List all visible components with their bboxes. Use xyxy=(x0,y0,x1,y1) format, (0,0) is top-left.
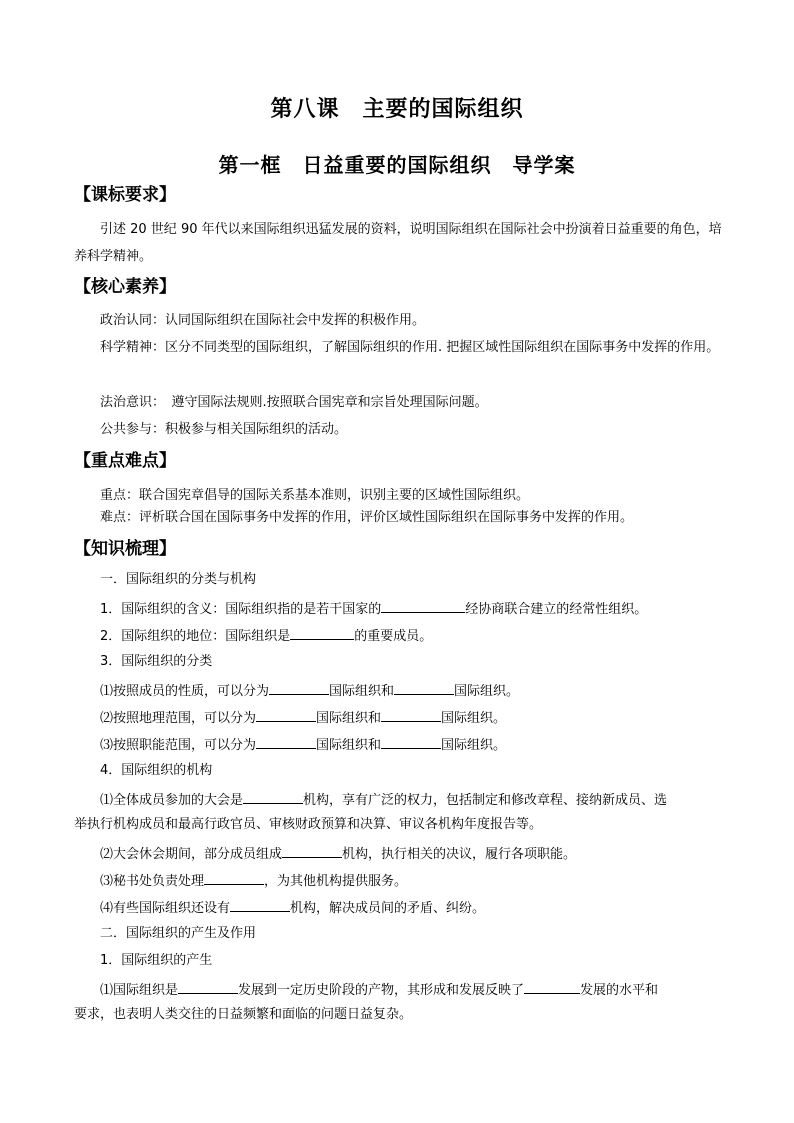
question-5-1-continued: 要求，也表明人类交往的日益频繁和面临的问题日益复杂。 xyxy=(74,1007,413,1022)
curriculum-text: 引述 20 世纪 90 年代以来国际组织迅猛发展的资料，说明国际组织在国际社会中扮演着日益重要的角色，培养科学精神。 xyxy=(74,222,722,264)
core-item-science: 科学精神：区分不同类型的国际组织，了解国际组织的作用. 把握区域性国际组织在国际事务中发挥的作用。 xyxy=(100,340,720,355)
fill-blank[interactable] xyxy=(290,625,354,640)
lesson-subtitle: 第一框 日益重要的国际组织 导学案 xyxy=(218,153,576,177)
question-4-1-text-b: 机构，享有广泛的权力，包括制定和修改章程、接纳新成员、选 xyxy=(303,793,668,808)
question-4-3 xyxy=(100,870,407,892)
fill-blank[interactable] xyxy=(282,843,342,858)
question-2 xyxy=(100,625,432,647)
question-5-1-text-b: 发展到一定历史阶段的产物，其形成和发展反映了 xyxy=(238,983,525,998)
question-3-2-text-b: 国际组织和 xyxy=(316,711,382,726)
question-3-2-text-c: 国际组织。 xyxy=(441,711,507,726)
question-3-3 xyxy=(100,734,506,756)
question-5: 1．国际组织的产生 xyxy=(100,953,213,968)
question-5-1-text-a: ⑴国际组织是 xyxy=(100,983,179,998)
knowledge-heading-1: 一．国际组织的分类与机构 xyxy=(100,572,257,587)
question-3-1-text-c: 国际组织。 xyxy=(454,684,520,699)
fill-blank[interactable] xyxy=(178,979,238,994)
question-1-text-a: 1．国际组织的含义：国际组织指的是若干国家的 xyxy=(100,602,382,617)
question-3-3-text-b: 国际组织和 xyxy=(316,738,382,753)
question-3-1-text-b: 国际组织和 xyxy=(329,684,395,699)
question-1 xyxy=(100,598,647,620)
core-item-law: 法治意识： 遵守国际法规则.按照联合国宪章和宗旨处理国际问题。 xyxy=(100,395,488,410)
question-3-3-text-c: 国际组织。 xyxy=(441,738,507,753)
question-4-1 xyxy=(100,789,667,811)
question-4-3-text-b: ，为其他机构提供服务。 xyxy=(264,874,408,889)
question-4-1-continued: 举执行机构成员和最高行政官员、审核财政预算和决算、审议各机构年度报告等。 xyxy=(74,817,543,832)
fill-blank[interactable] xyxy=(243,789,303,804)
fill-blank[interactable] xyxy=(256,707,316,722)
question-3-2 xyxy=(100,707,506,729)
question-2-text-a: 2．国际组织的地位：国际组织是 xyxy=(100,629,291,644)
question-3-1 xyxy=(100,680,519,702)
fill-blank[interactable] xyxy=(230,897,290,912)
question-4-4 xyxy=(100,897,485,919)
question-4: 4．国际组织的机构 xyxy=(100,763,213,778)
question-3-2-text-a: ⑵按照地理范围，可以分为 xyxy=(100,711,257,726)
question-4-1-text-a: ⑴全体成员参加的大会是 xyxy=(100,793,244,808)
section-heading-key: 【重点难点】 xyxy=(74,451,176,471)
question-4-4-text-a: ⑷有些国际组织还设有 xyxy=(100,901,231,916)
question-4-3-text-a: ⑶秘书处负责处理 xyxy=(100,874,205,889)
knowledge-heading-2: 二．国际组织的产生及作用 xyxy=(100,926,257,941)
fill-blank[interactable] xyxy=(269,680,329,695)
question-4-2 xyxy=(100,843,576,865)
section-heading-knowledge: 【知识梳理】 xyxy=(74,539,176,559)
question-5-1 xyxy=(100,979,658,1001)
fill-blank[interactable] xyxy=(524,979,580,994)
question-3: 3．国际组织的分类 xyxy=(100,654,213,669)
question-2-text-b: 的重要成员。 xyxy=(354,629,433,644)
fill-blank[interactable] xyxy=(381,707,441,722)
lesson-title: 第八课 主要的国际组织 xyxy=(270,97,524,122)
fill-blank[interactable] xyxy=(381,598,465,613)
fill-blank[interactable] xyxy=(394,680,454,695)
question-1-text-b: 经协商联合建立的经常性组织。 xyxy=(465,602,648,617)
fill-blank[interactable] xyxy=(204,870,264,885)
question-5-1-text-c: 发展的水平和 xyxy=(580,983,659,998)
fill-blank[interactable] xyxy=(381,734,441,749)
fill-blank[interactable] xyxy=(256,734,316,749)
difficult-point: 难点：评析联合国在国际事务中发挥的作用，评价区域性国际组织在国际事务中发挥的作用。 xyxy=(100,510,634,525)
question-3-3-text-a: ⑶按照职能范围，可以分为 xyxy=(100,738,257,753)
section-heading-core: 【核心素养】 xyxy=(74,277,176,297)
core-item-politics: 政治认同：认同国际组织在国际社会中发挥的积极作用。 xyxy=(100,313,426,328)
key-point: 重点：联合国宪章倡导的国际关系基本准则，识别主要的区域性国际组织。 xyxy=(100,488,530,503)
question-3-1-text-a: ⑴按照成员的性质，可以分为 xyxy=(100,684,270,699)
question-4-2-text-b: 机构，执行相关的决议，履行各项职能。 xyxy=(342,847,577,862)
section-heading-curriculum: 【课标要求】 xyxy=(74,185,176,205)
core-item-participation: 公共参与：积极参与相关国际组织的活动。 xyxy=(100,422,348,437)
question-4-2-text-a: ⑵大会休会期间，部分成员组成 xyxy=(100,847,283,862)
question-4-4-text-b: 机构，解决成员间的矛盾、纠纷。 xyxy=(290,901,486,916)
